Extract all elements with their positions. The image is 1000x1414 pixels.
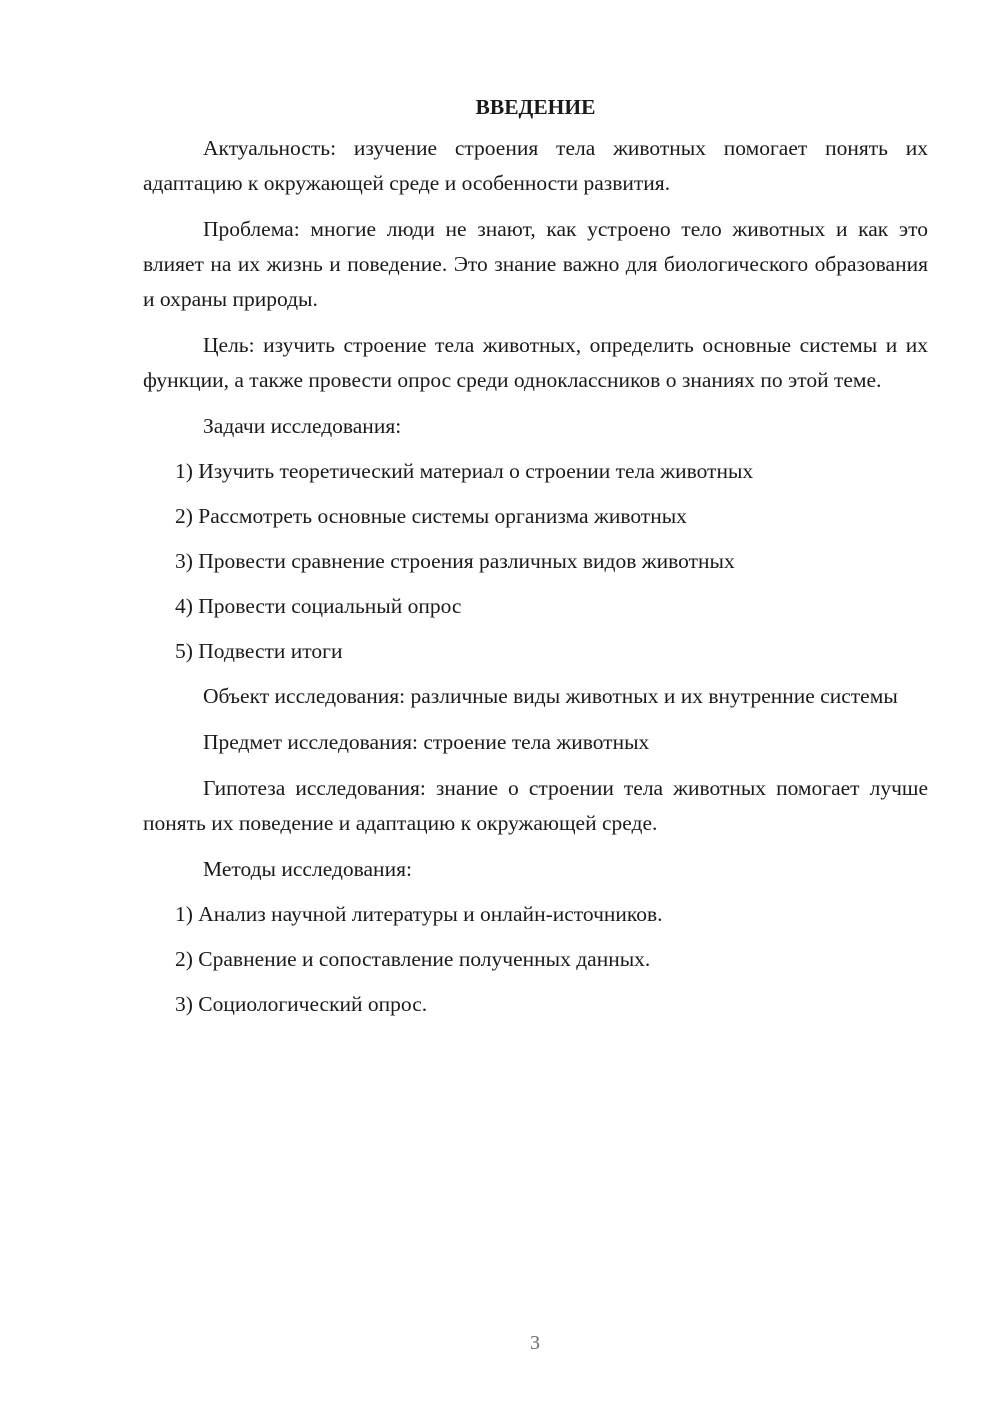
list-item: 5) Подвести итоги [175, 639, 343, 663]
list-item: 1) Изучить теоретический материал о строении тела животных [175, 459, 754, 483]
object-paragraph: Объект исследования: различные виды животных и их внутренние системы [203, 684, 898, 708]
document-page [143, 90, 928, 1032]
page-title: ВВЕДЕНИЕ [475, 95, 596, 119]
problem-paragraph: Проблема: многие люди не знают, как устроено тело животных и как это влияет на их жизнь и поведение. Это знание важно для биологического образования и охраны природы. [143, 217, 928, 311]
list-item: 2) Сравнение и сопоставление полученных данных. [175, 947, 651, 971]
list-item: 3) Провести сравнение строения различных видов животных [175, 549, 735, 573]
hypothesis-paragraph: Гипотеза исследования: знание о строении тела животных помогает лучше понять их поведение и адаптацию к окружающей среде. [143, 776, 928, 835]
list-item: 3) Социологический опрос. [175, 992, 428, 1016]
list-item: 2) Рассмотреть основные системы организма животных [175, 504, 687, 528]
list-item: 1) Анализ научной литературы и онлайн-источников. [175, 902, 663, 926]
page-number: 3 [530, 1332, 540, 1354]
methods-heading: Методы исследования: [203, 857, 412, 881]
tasks-list [143, 454, 928, 669]
tasks-heading: Задачи исследования: [203, 414, 402, 438]
methods-list [143, 897, 928, 1022]
relevance-paragraph: Актуальность: изучение строения тела животных помогает понять их адаптацию к окружающей среде и особенности развития. [143, 136, 928, 195]
subject-paragraph: Предмет исследования: строение тела животных [203, 730, 650, 754]
goal-paragraph: Цель: изучить строение тела животных, определить основные системы и их функции, а также провести опрос среди одноклассников о знаниях по этой теме. [143, 333, 928, 392]
list-item: 4) Провести социальный опрос [175, 594, 462, 618]
